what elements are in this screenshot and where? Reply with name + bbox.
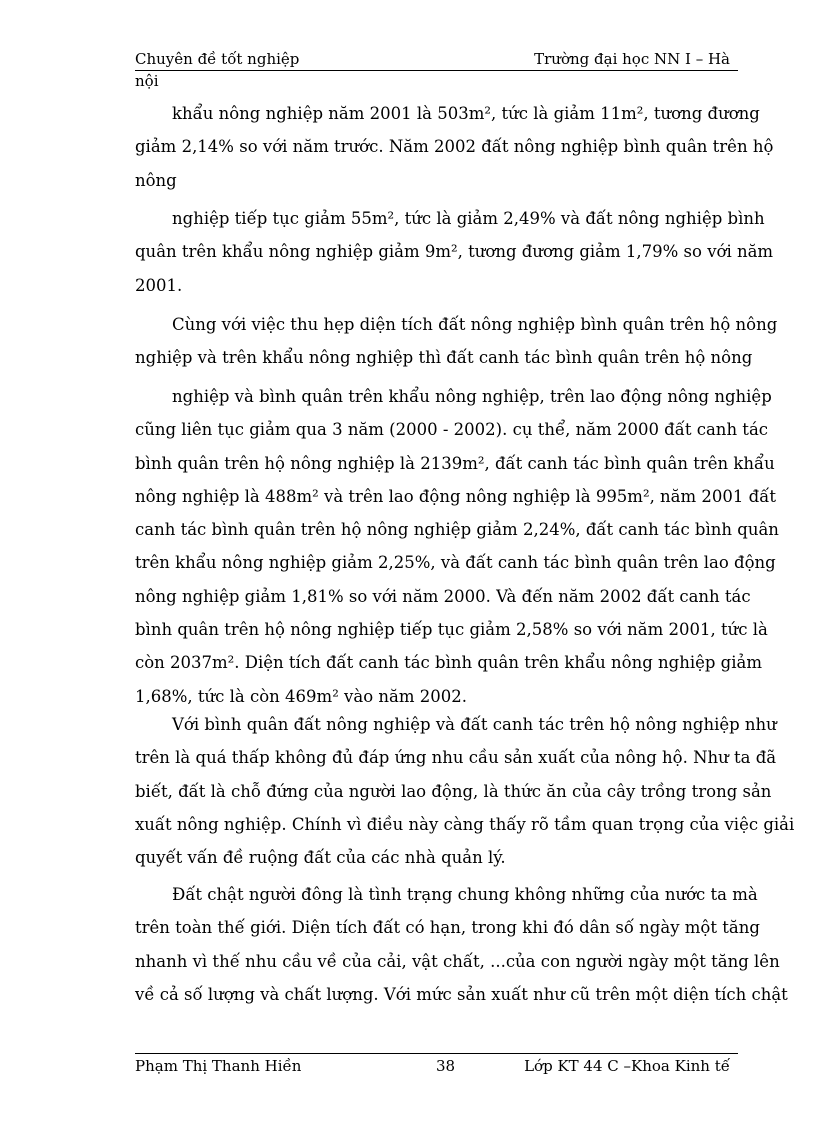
page-footer (135, 1053, 738, 1076)
paragraph-2 (135, 202, 774, 302)
text-line: khẩu nông nghiệp năm 2001 là 503m², tức là giảm 11m², tương đương (172, 104, 760, 123)
text-line: nhanh vì thế nhu cầu về của cải, vật chất, ...của con người ngày một tăng lên (135, 951, 780, 971)
paragraph-4 (135, 380, 779, 713)
footer-class: Lớp KT 44 C –Khoa Kinh tế (524, 1057, 730, 1075)
text-line: bình quân trên hộ nông nghiệp tiếp tục giảm 2,58% so với năm 2001, tức là (135, 620, 768, 640)
text-line: bình quân trên hộ nông nghiệp là 2139m², đất canh tác bình quân trên khẩu (135, 453, 775, 473)
text-line: về cả số lượng và chất lượng. Với mức sản xuất như cũ trên một diện tích chật (135, 984, 788, 1004)
header-right-text: Trường đại học NN I – Hà (534, 50, 730, 68)
text-line: nông nghiệp giảm 1,81% so với năm 2000. Và đến năm 2002 đất canh tác (135, 586, 751, 606)
text-line: cũng liên tục giảm qua 3 năm (2000 - 2002). cụ thể, năm 2000 đất canh tác (135, 420, 769, 440)
text-line: Với bình quân đất nông nghiệp và đất canh tác trên hộ nông nghiệp như (172, 715, 777, 734)
text-line: Cùng với việc thu hẹp diện tích đất nông nghiệp bình quân trên hộ nông (172, 315, 778, 334)
text-line: quyết vấn đề ruộng đất của các nhà quản lý. (135, 848, 506, 868)
text-line: nghiệp và trên khẩu nông nghiệp thì đất canh tác bình quân trên hộ nông (135, 348, 753, 368)
text-line: trên là quá thấp không đủ đáp ứng nhu cầu sản xuất của nông hộ. Như ta đã (135, 748, 777, 768)
footer-author: Phạm Thị Thanh Hiền (135, 1057, 302, 1075)
text-line: nghiệp và bình quân trên khẩu nông nghiệp, trên lao động nông nghiệp (172, 387, 772, 406)
paragraph-1 (135, 97, 774, 197)
page-number: 38 (436, 1057, 456, 1075)
header-wrap-text: nội (135, 72, 159, 90)
text-line: quân trên khẩu nông nghiệp giảm 9m², tương đương giảm 1,79% so với năm (135, 242, 774, 262)
text-line: nông (135, 170, 177, 190)
text-line: nông nghiệp là 488m² và trên lao động nông nghiệp là 995m², năm 2001 đất (135, 486, 776, 506)
text-line: xuất nông nghiệp. Chính vì điều này càng thấy rõ tầm quan trọng của việc giải (135, 814, 795, 834)
paragraph-6 (135, 878, 788, 1011)
text-line: còn 2037m². Diện tích đất canh tác bình quân trên khẩu nông nghiệp giảm (135, 653, 763, 673)
header-left-text: Chuyên đề tốt nghiệp (135, 50, 300, 68)
text-line: Đất chật người đông là tình trạng chung không những của nước ta mà (172, 885, 758, 904)
text-line: trên toàn thế giới. Diện tích đất có hạn, trong khi đó dân số ngày một tăng (135, 918, 760, 938)
page-header (135, 50, 738, 71)
paragraph-3 (135, 308, 778, 375)
text-line: nghiệp tiếp tục giảm 55m², tức là giảm 2,49% và đất nông nghiệp bình (172, 209, 765, 228)
text-line: trên khẩu nông nghiệp giảm 2,25%, và đất canh tác bình quân trên lao động (135, 553, 776, 573)
text-line: biết, đất là chỗ đứng của người lao động, là thức ăn của cây trồng trong sản (135, 781, 772, 801)
paragraph-5 (135, 708, 795, 874)
text-line: giảm 2,14% so với năm trước. Năm 2002 đất nông nghiệp bình quân trên hộ (135, 137, 774, 157)
text-line: canh tác bình quân trên hộ nông nghiệp giảm 2,24%, đất canh tác bình quân (135, 520, 779, 540)
text-line: 2001. (135, 275, 183, 295)
text-line: 1,68%, tức là còn 469m² vào năm 2002. (135, 686, 467, 706)
